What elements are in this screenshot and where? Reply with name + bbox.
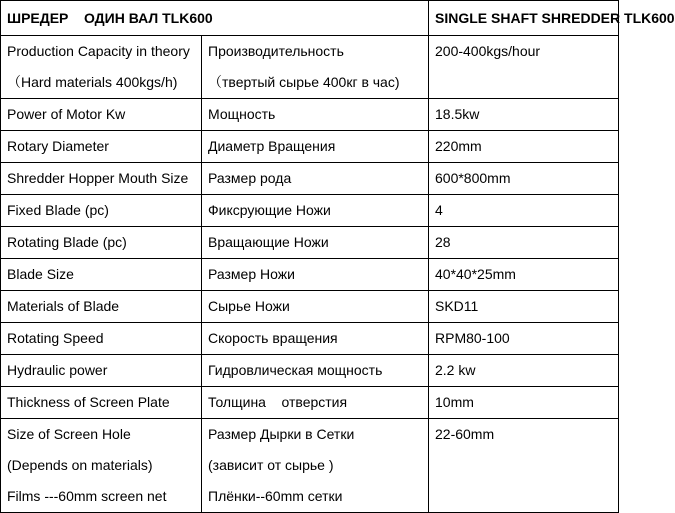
spec-name-en-cell [1, 291, 202, 323]
spec-name-ru: Гидровлическая мощность [208, 362, 383, 378]
spec-name-ru-cell [202, 323, 429, 355]
spec-name-ru: Сырье Ножи [208, 298, 290, 314]
spec-name-en: Blade Size [7, 266, 74, 282]
spec-name-ru-cell [202, 259, 429, 291]
table-row [1, 419, 619, 513]
spec-name-ru: Размер рода [208, 170, 292, 186]
spec-value: 200-400kgs/hour [435, 43, 541, 59]
spec-name-en-cell [1, 163, 202, 195]
spec-value-cell [429, 36, 619, 99]
spec-value: 4 [435, 202, 443, 218]
spec-value-cell [429, 323, 619, 355]
spec-name-en: Shredder Hopper Mouth Size [7, 170, 189, 186]
spec-name-ru-cell [202, 387, 429, 419]
spec-name-en: Films ---60mm screen net [7, 488, 167, 504]
spec-name-en: (Depends on materials) [7, 457, 153, 473]
table-row [1, 36, 619, 99]
spec-value: 10mm [435, 394, 474, 410]
header-title-en: SINGLE SHAFT SHREDDER TLK600 [429, 1, 619, 36]
spec-value: 40*40*25mm [435, 266, 516, 282]
spec-value: SKD11 [435, 298, 479, 314]
spec-name-en-cell [1, 227, 202, 259]
spec-name-ru: Вращающие Ножи [208, 234, 329, 250]
spec-name-en: Fixed Blade (pc) [7, 202, 109, 218]
spec-name-ru: （твертый сырье 400кг в час) [208, 74, 400, 90]
spec-name-en-cell [1, 387, 202, 419]
spec-name-en: Materials of Blade [7, 298, 120, 314]
spec-value-cell [429, 131, 619, 163]
spec-value: 18.5kw [435, 106, 480, 122]
spec-value-cell [429, 195, 619, 227]
spec-name-en-cell [1, 99, 202, 131]
table-row [1, 195, 619, 227]
header-title-ru: ШРЕДЕР ОДИН ВАЛ TLK600 [1, 1, 429, 36]
spec-name-ru: Мощность [208, 106, 276, 122]
spec-name-ru: (зависит от сырье ) [208, 457, 334, 473]
spec-name-en: Production Capacity in theory [7, 43, 190, 59]
spec-value-cell [429, 227, 619, 259]
header-row [1, 1, 619, 36]
spec-name-en: Size of Screen Hole [7, 426, 131, 442]
spec-value-cell [429, 355, 619, 387]
spec-value: RPM80-100 [435, 330, 510, 346]
table-row [1, 163, 619, 195]
spec-name-en: Rotating Speed [7, 330, 104, 346]
spec-name-ru: Производительность [208, 43, 344, 59]
spec-name-ru: Диаметр Вращения [208, 138, 336, 154]
spec-name-en: （Hard materials 400kgs/h) [7, 74, 178, 90]
spec-name-en-cell [1, 419, 202, 513]
spec-name-ru-cell [202, 163, 429, 195]
spec-name-ru-cell [202, 227, 429, 259]
spec-name-ru: Размер Ножи [208, 266, 295, 282]
spec-value: 22-60mm [435, 426, 495, 442]
table-row [1, 355, 619, 387]
spec-value-cell [429, 163, 619, 195]
spec-value: 600*800mm [435, 170, 511, 186]
spec-name-en: Rotary Diameter [7, 138, 109, 154]
table-row [1, 291, 619, 323]
spec-name-ru: Толщина отверстия [208, 394, 348, 410]
spec-name-ru-cell [202, 355, 429, 387]
spec-value: 220mm [435, 138, 482, 154]
spec-name-en: Hydraulic power [7, 362, 108, 378]
spec-name-en: Thickness of Screen Plate [7, 394, 170, 410]
spec-name-ru-cell [202, 36, 429, 99]
spec-name-en-cell [1, 195, 202, 227]
spec-name-en: Power of Motor Kw [7, 106, 126, 122]
spec-value-cell [429, 99, 619, 131]
table-row [1, 227, 619, 259]
table-row [1, 131, 619, 163]
spec-value-cell [429, 419, 619, 513]
spec-name-en-cell [1, 36, 202, 99]
spec-name-ru: Плёнки--60mm сетки [208, 488, 343, 504]
spec-value: 28 [435, 234, 451, 250]
table-row [1, 387, 619, 419]
spec-name-ru-cell [202, 291, 429, 323]
spec-name-ru-cell [202, 131, 429, 163]
spec-value-cell [429, 291, 619, 323]
spec-name-en-cell [1, 131, 202, 163]
spec-name-ru-cell [202, 195, 429, 227]
spec-name-ru: Фиксрующие Ножи [208, 202, 331, 218]
spec-name-en-cell [1, 355, 202, 387]
spec-value-cell [429, 387, 619, 419]
table-row [1, 99, 619, 131]
spec-name-ru: Скорость вращения [208, 330, 338, 346]
table-row [1, 259, 619, 291]
spec-name-en: Rotating Blade (pc) [7, 234, 127, 250]
table-row [1, 323, 619, 355]
spec-name-ru: Размер Дырки в Сетки [208, 426, 355, 442]
spec-name-en-cell [1, 259, 202, 291]
spec-value: 2.2 kw [435, 362, 476, 378]
spec-name-en-cell [1, 323, 202, 355]
spec-name-ru-cell [202, 99, 429, 131]
spec-name-ru-cell [202, 419, 429, 513]
spec-value-cell [429, 259, 619, 291]
